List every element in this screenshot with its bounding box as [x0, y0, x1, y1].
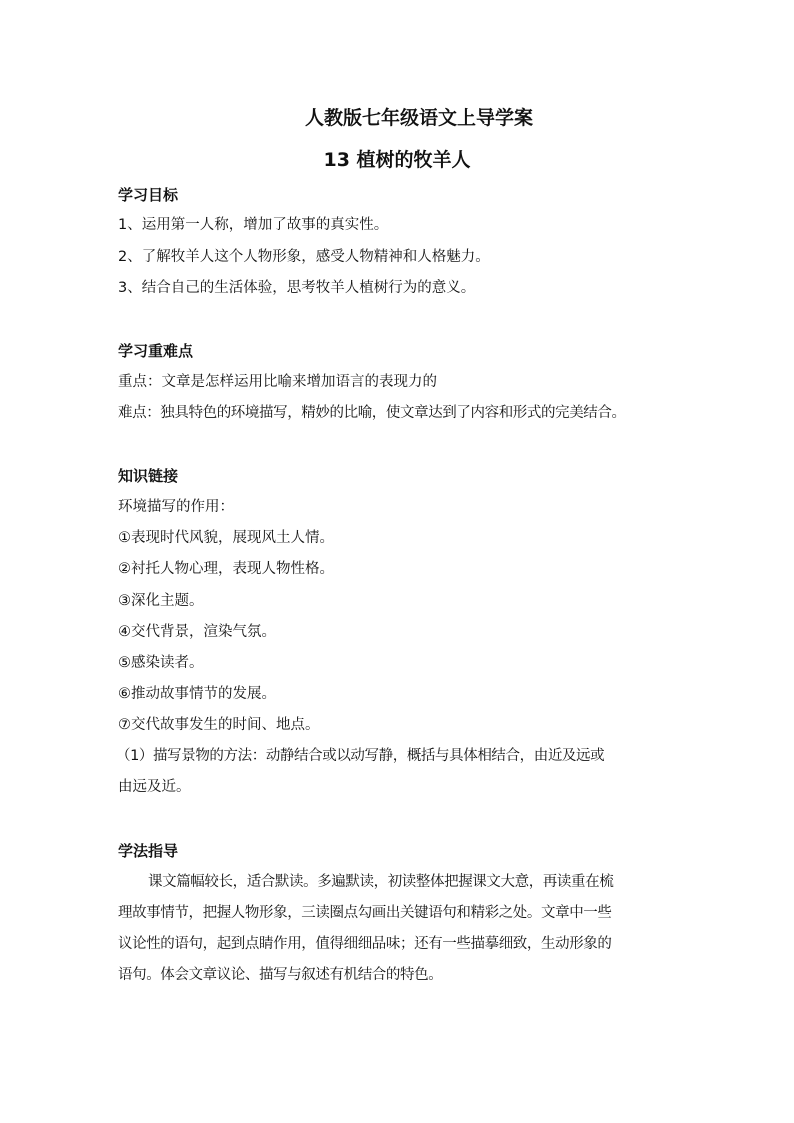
study-guide-line: 理故事情节，把握人物形象，三读圈点勾画出关键语句和精彩之处。文章中一些: [118, 905, 612, 921]
objectives-heading: 学习目标: [118, 186, 179, 204]
difficulty-item: 难点：独具特色的环境描写，精妙的比喻，使文章达到了内容和形式的完美结合。: [118, 405, 626, 421]
study-guide-heading: 学法指导: [118, 842, 179, 860]
knowledge-item: ②衬托人物心理，表现人物性格。: [118, 561, 334, 577]
key-point-item: 重点：文章是怎样运用比喻来增加语言的表现力的: [118, 374, 437, 390]
study-guide-line: 议论性的语句，起到点睛作用，值得细细品味；还有一些描摹细致，生动形象的: [118, 936, 612, 952]
objective-item: 3、结合自己的生活体验，思考牧羊人植树行为的意义。: [118, 280, 476, 296]
knowledge-item: ⑥推动故事情节的发展。: [118, 686, 276, 702]
study-guide-line: 语句。体会文章议论、描写与叙述有机结合的特色。: [118, 967, 443, 983]
objective-item: 2、了解牧羊人这个人物形象，感受人物精神和人格魅力。: [118, 249, 490, 265]
knowledge-item: ⑤感染读者。: [118, 655, 204, 671]
knowledge-item: ⑦交代故事发生的时间、地点。: [118, 717, 320, 733]
lesson-title: 13 植树的牧羊人: [323, 149, 471, 171]
knowledge-intro: 环境描写的作用：: [118, 499, 234, 515]
method-line: 由远及近。: [118, 779, 191, 795]
knowledge-heading: 知识链接: [118, 467, 179, 485]
knowledge-item: ④交代背景，渲染气氛。: [118, 624, 276, 640]
knowledge-item: ③深化主题。: [118, 593, 204, 609]
knowledge-item: ①表现时代风貌，展现风土人情。: [118, 530, 334, 546]
study-guide-line: 课文篇幅较长，适合默读。多遍默读，初读整体把握课文大意，再读重在梳: [148, 874, 614, 890]
document-title: 人教版七年级语文上导学案: [304, 107, 533, 129]
objective-item: 1、运用第一人称，增加了故事的真实性。: [118, 217, 389, 233]
method-line: （1）描写景物的方法：动静结合或以动写静，概括与具体相结合，由近及远或: [116, 748, 605, 764]
key-points-heading: 学习重难点: [118, 342, 194, 360]
